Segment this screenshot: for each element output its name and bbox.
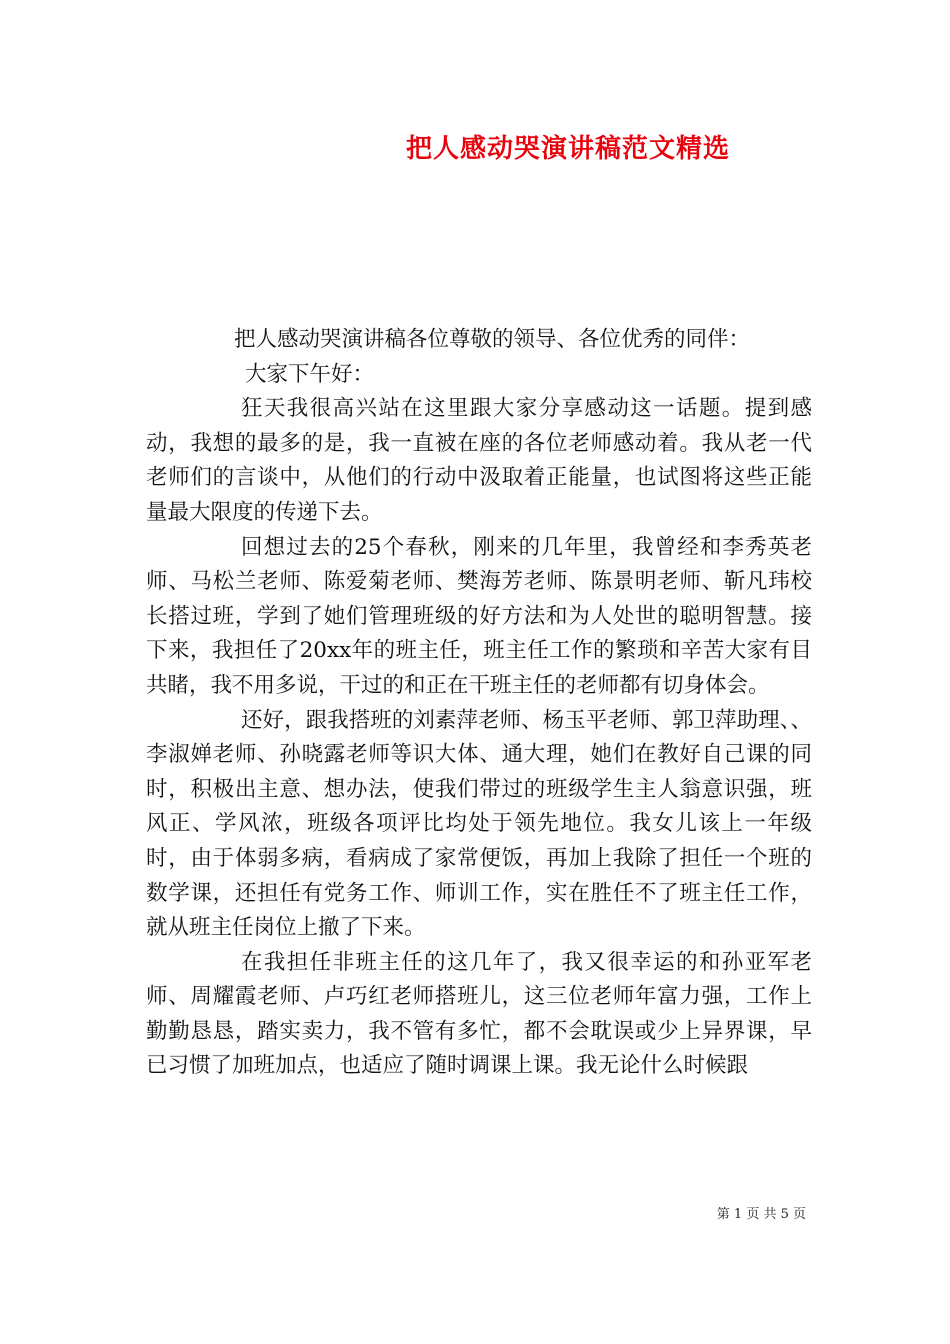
greeting: 大家下午好： (245, 361, 375, 387)
document-title: 把人感动哭演讲稿范文精选 (405, 134, 730, 164)
body-paragraph: 回想过去的25个春秋，刚来的几年里，我曾经和李秀英老师、马松兰老师、陈爱菊老师、樊海芳老师、陈景明老师、靳凡玮校长搭过班，学到了她们管理班级的好方法和为人处世的聪明智慧。接下来，我担任了20xx年的班主任，班主任工作的繁琐和辛苦大家有目共睹，我不用多说，干过的和正在干班主任的老师都有切身体会。 (146, 534, 812, 698)
body-paragraph: 在我担任非班主任的这几年了，我又很幸运的和孙亚军老师、周耀霞老师、卢巧红老师搭班儿，这三位老师年富力强，工作上勤勤恳恳，踏实卖力，我不管有多忙，都不会耽误或少上异界课，早已习惯了加班加点，也适应了随时调课上课。我无论什么时候跟 (146, 949, 812, 1079)
salutation: 把人感动哭演讲稿各位尊敬的领导、各位优秀的同伴： (234, 327, 751, 352)
document-body (146, 323, 812, 1084)
body-paragraph: 还好，跟我搭班的刘素萍老师、杨玉平老师、郭卫萍助理、、李淑婵老师、孙晓露老师等识大体、通大理，她们在教好自己课的同时，积极出主意、想办法，使我们带过的班级学生主人翁意识强，班风正、学风浓，班级各项评比均处于领先地位。我女儿该上一年级时，由于体弱多病，看病成了家常便饭，再加上我除了担任一个班的数学课，还担任有党务工作、师训工作，实在胜任不了班主任工作，就从班主任岗位上撤了下来。 (146, 707, 812, 941)
page-footer: 第 1 页 共 5 页 (716, 1207, 806, 1222)
body-paragraph: 狂天我很高兴站在这里跟大家分享感动这一话题。提到感动，我想的最多的是，我一直被在座的各位老师感动着。我从老一代老师们的言谈中，从他们的行动中汲取着正能量，也试图将这些正能量最大限度的传递下去。 (146, 396, 812, 525)
